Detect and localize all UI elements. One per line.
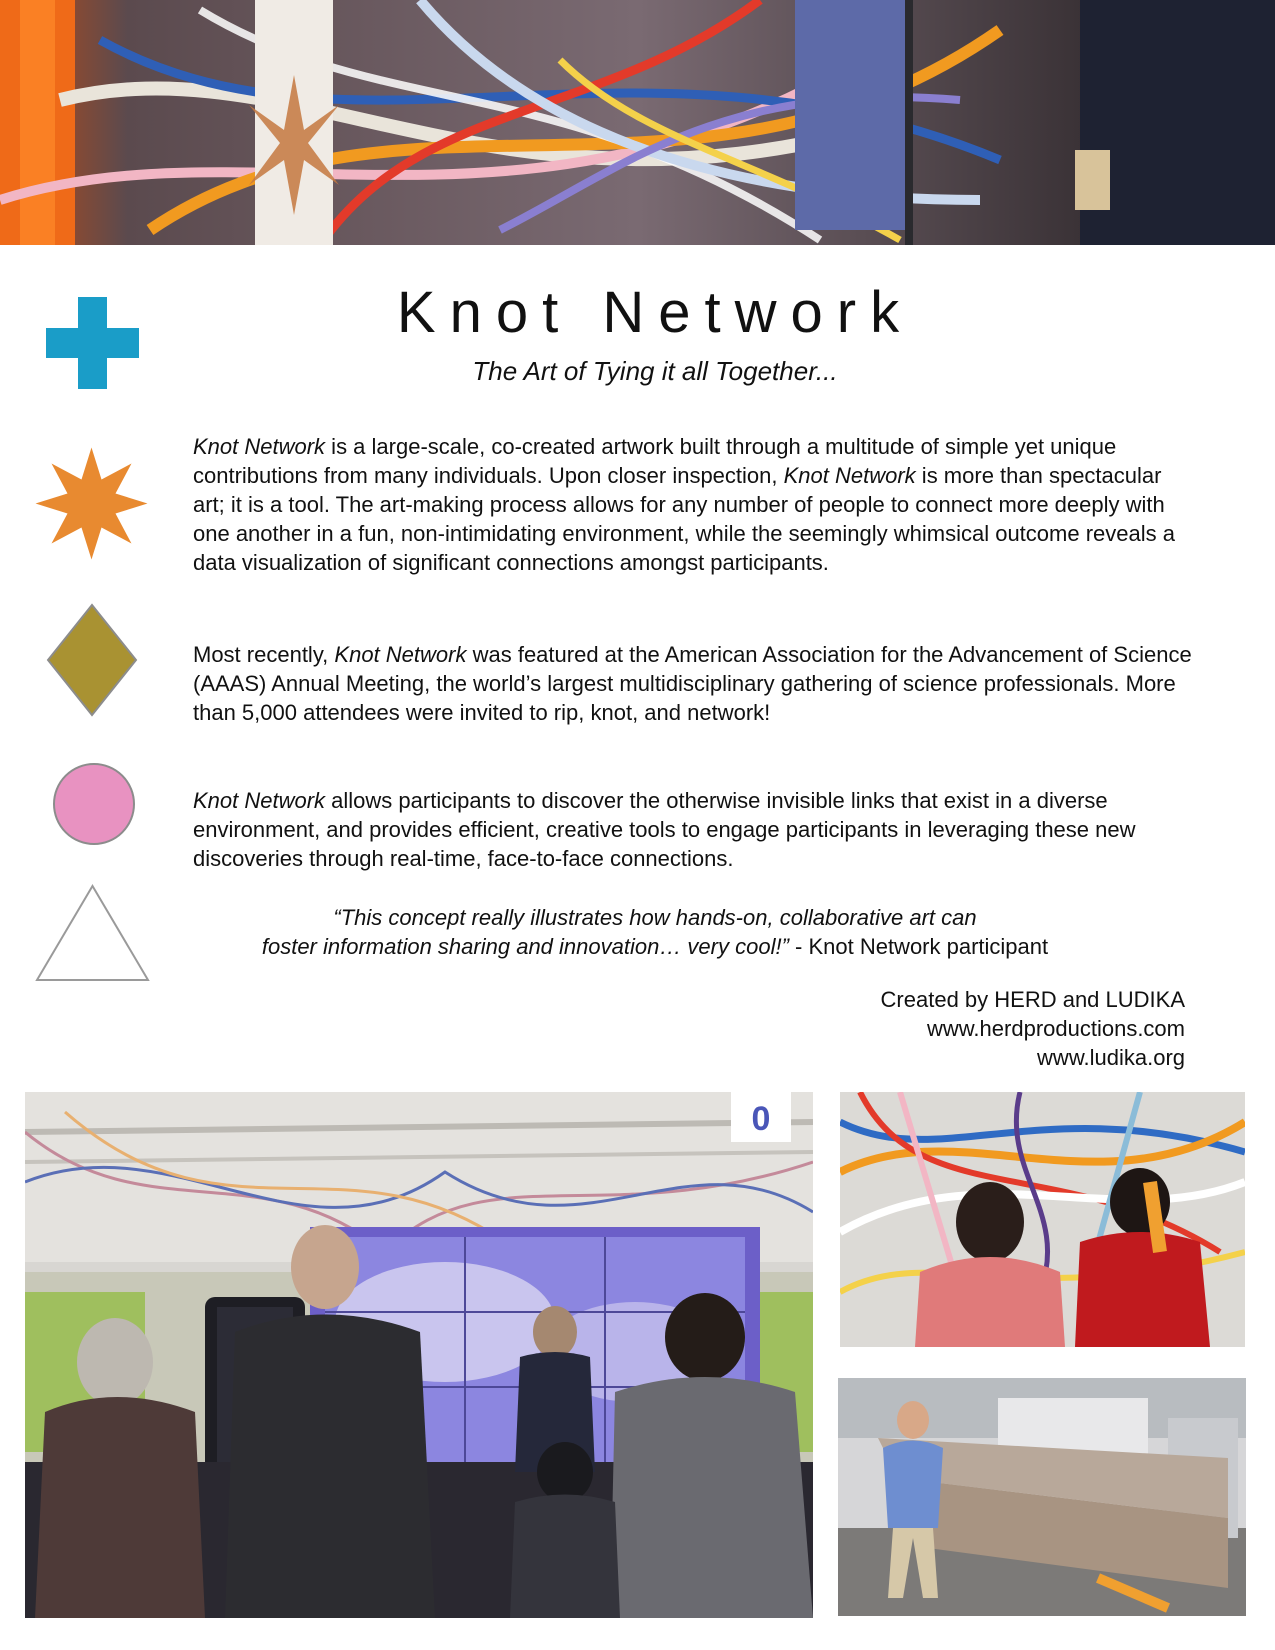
ribbon-banner-image: [0, 0, 1275, 245]
page-title: Knot Network: [396, 280, 914, 345]
event-photo-image: [25, 1092, 813, 1618]
discovery-paragraph: [193, 786, 1193, 873]
paragraph-text: Most recently,: [193, 642, 335, 667]
work-title: Knot Network: [334, 642, 467, 667]
ribbon-tying-image: [840, 1092, 1245, 1347]
banner-photo: [0, 0, 1275, 245]
work-title: Knot Network: [193, 434, 326, 459]
quote-line-2: foster information sharing and innovation… very cool!”: [261, 934, 789, 959]
participant-quote: [160, 903, 1150, 961]
aaas-paragraph: [193, 640, 1193, 727]
event-photo-fabric: [838, 1378, 1246, 1616]
work-title: Knot Network: [193, 788, 326, 813]
event-photo-ribbons: [840, 1092, 1245, 1347]
circle-icon: [52, 762, 136, 846]
intro-paragraph: [193, 432, 1193, 577]
paragraph-text: is more than spectacular art; it is a tool. The art-making process allows for any number of people to connect more deeply with one another in a fun, non-intimidating environment, while the seemingly whimsical outcome reveals a data visualization of significant connections amongst participants.: [193, 463, 1175, 575]
event-photo-main: [25, 1092, 813, 1618]
credits-creators: Created by HERD and LUDIKA: [880, 987, 1185, 1012]
fabric-ripping-image: [838, 1378, 1246, 1616]
plus-icon: [46, 297, 139, 389]
quote-line-1: “This concept really illustrates how hands-on, collaborative art can: [333, 905, 977, 930]
triangle-icon: [35, 884, 150, 982]
credits-block: [881, 985, 1185, 1072]
credits-link-herd[interactable]: www.herdproductions.com: [926, 1016, 1185, 1041]
paragraph-text: allows participants to discover the otherwise invisible links that exist in a diverse environment, and provides efficient, creative tools to engage participants in leveraging these new discoveries through real-time, face-to-face connections.: [193, 788, 1136, 871]
paragraph-text: is a large-scale, co-created artwork built through a multitude of simple yet unique contributions from many individuals. Upon closer inspection,: [193, 434, 1117, 488]
paragraph-text: was featured at the American Association for the Advancement of Science (AAAS) Annual Meeting, the world’s largest multidisciplinary gathering of science professionals. More than 5,000 attendees were invited to rip, knot, and network!: [193, 642, 1192, 725]
diamond-icon: [46, 603, 138, 717]
star-icon: [35, 447, 148, 560]
quote-attribution: - Knot Network participant: [788, 934, 1049, 959]
page-subtitle: The Art of Tying it all Together...: [472, 356, 838, 386]
work-title: Knot Network: [783, 463, 916, 488]
credits-link-ludika[interactable]: www.ludika.org: [1037, 1045, 1185, 1070]
location-badge: 0: [751, 1100, 771, 1138]
